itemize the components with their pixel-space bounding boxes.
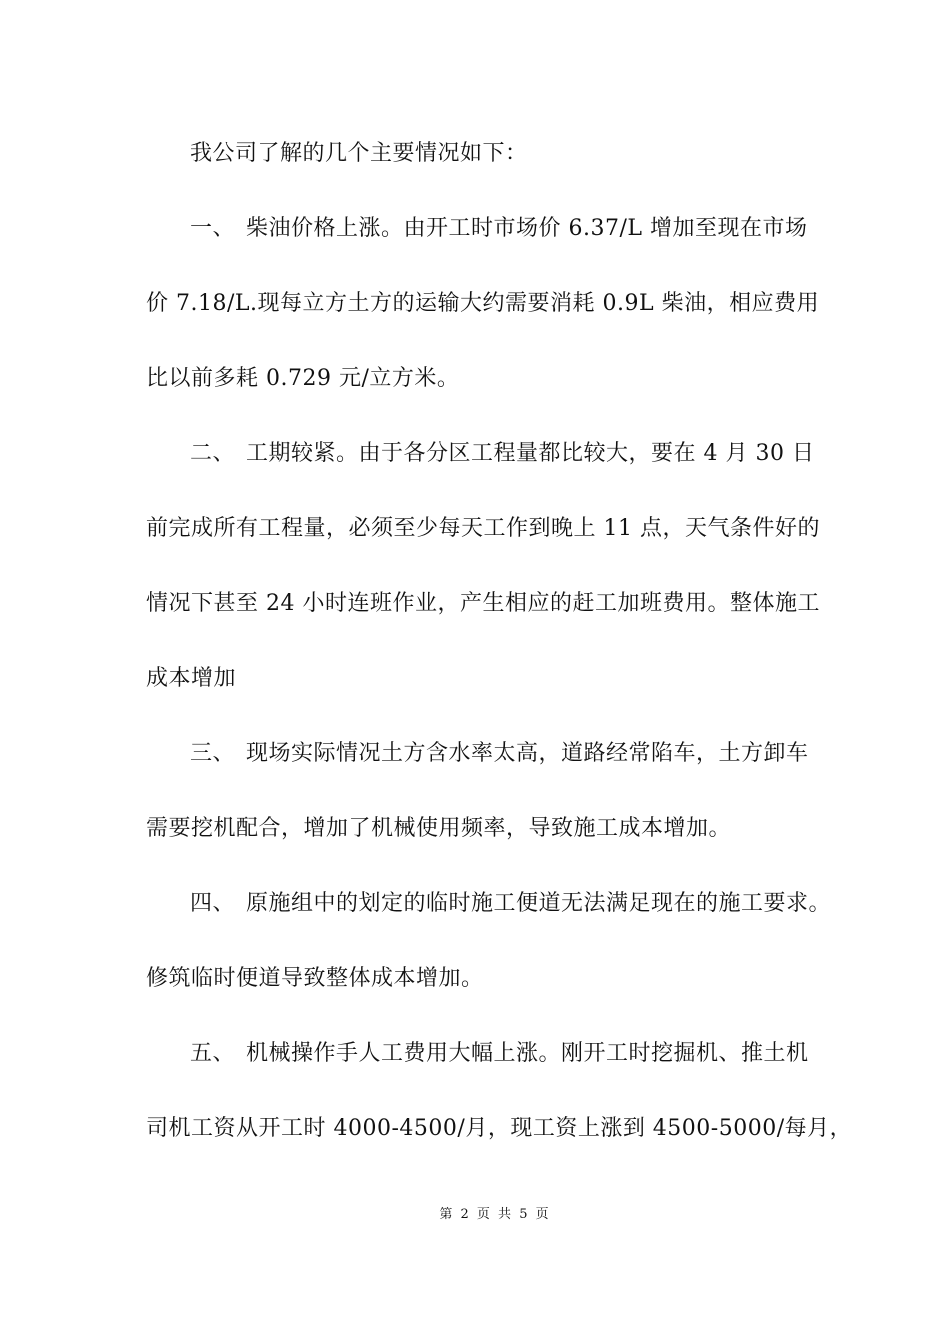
item-4-first-line <box>190 889 831 919</box>
item-number: 四、 <box>190 891 236 916</box>
item-2-line-3: 情况下甚至 24 小时连班作业，产生相应的赶工加班费用。整体施工 <box>146 591 820 616</box>
item-1-line-2: 价 7.18/L.现每立方土方的运输大约需要消耗 0.9L 柴油，相应费用 <box>146 291 820 316</box>
item-text: 工期较紧。由于各分区工程量都比较大，要在 4 月 30 日 <box>246 441 815 466</box>
item-text: 机械操作手人工费用大幅上涨。刚开工时挖掘机、推土机 <box>246 1041 809 1066</box>
item-number: 一、 <box>190 216 236 241</box>
item-text: 原施组中的划定的临时施工便道无法满足现在的施工要求。 <box>246 891 832 916</box>
item-2-first-line <box>190 439 814 469</box>
item-number: 二、 <box>190 441 236 466</box>
item-5-first-line <box>190 1039 809 1069</box>
intro-line: 我公司了解的几个主要情况如下： <box>190 141 528 166</box>
item-number: 五、 <box>190 1041 236 1066</box>
item-number: 三、 <box>190 741 236 766</box>
item-3-first-line <box>190 739 809 769</box>
item-5-line-2: 司机工资从开工时 4000-4500/月，现工资上涨到 4500-5000/每月， <box>146 1116 853 1141</box>
page-number-footer: 第 2 页 共 5 页 <box>439 1207 551 1222</box>
item-3-line-2: 需要挖机配合，增加了机械使用频率，导致施工成本增加。 <box>146 816 732 841</box>
item-1-first-line <box>190 214 808 244</box>
item-4-line-2: 修筑临时便道导致整体成本增加。 <box>146 966 484 991</box>
item-text: 现场实际情况土方含水率太高，道路经常陷车，土方卸车 <box>246 741 809 766</box>
item-2-line-2: 前完成所有工程量，必须至少每天工作到晚上 11 点，天气条件好的 <box>146 516 820 541</box>
item-text: 柴油价格上涨。由开工时市场价 6.37/L 增加至现在市场 <box>246 216 808 241</box>
item-2-line-4: 成本增加 <box>146 666 237 691</box>
item-1-line-3: 比以前多耗 0.729 元/立方米。 <box>146 366 460 391</box>
